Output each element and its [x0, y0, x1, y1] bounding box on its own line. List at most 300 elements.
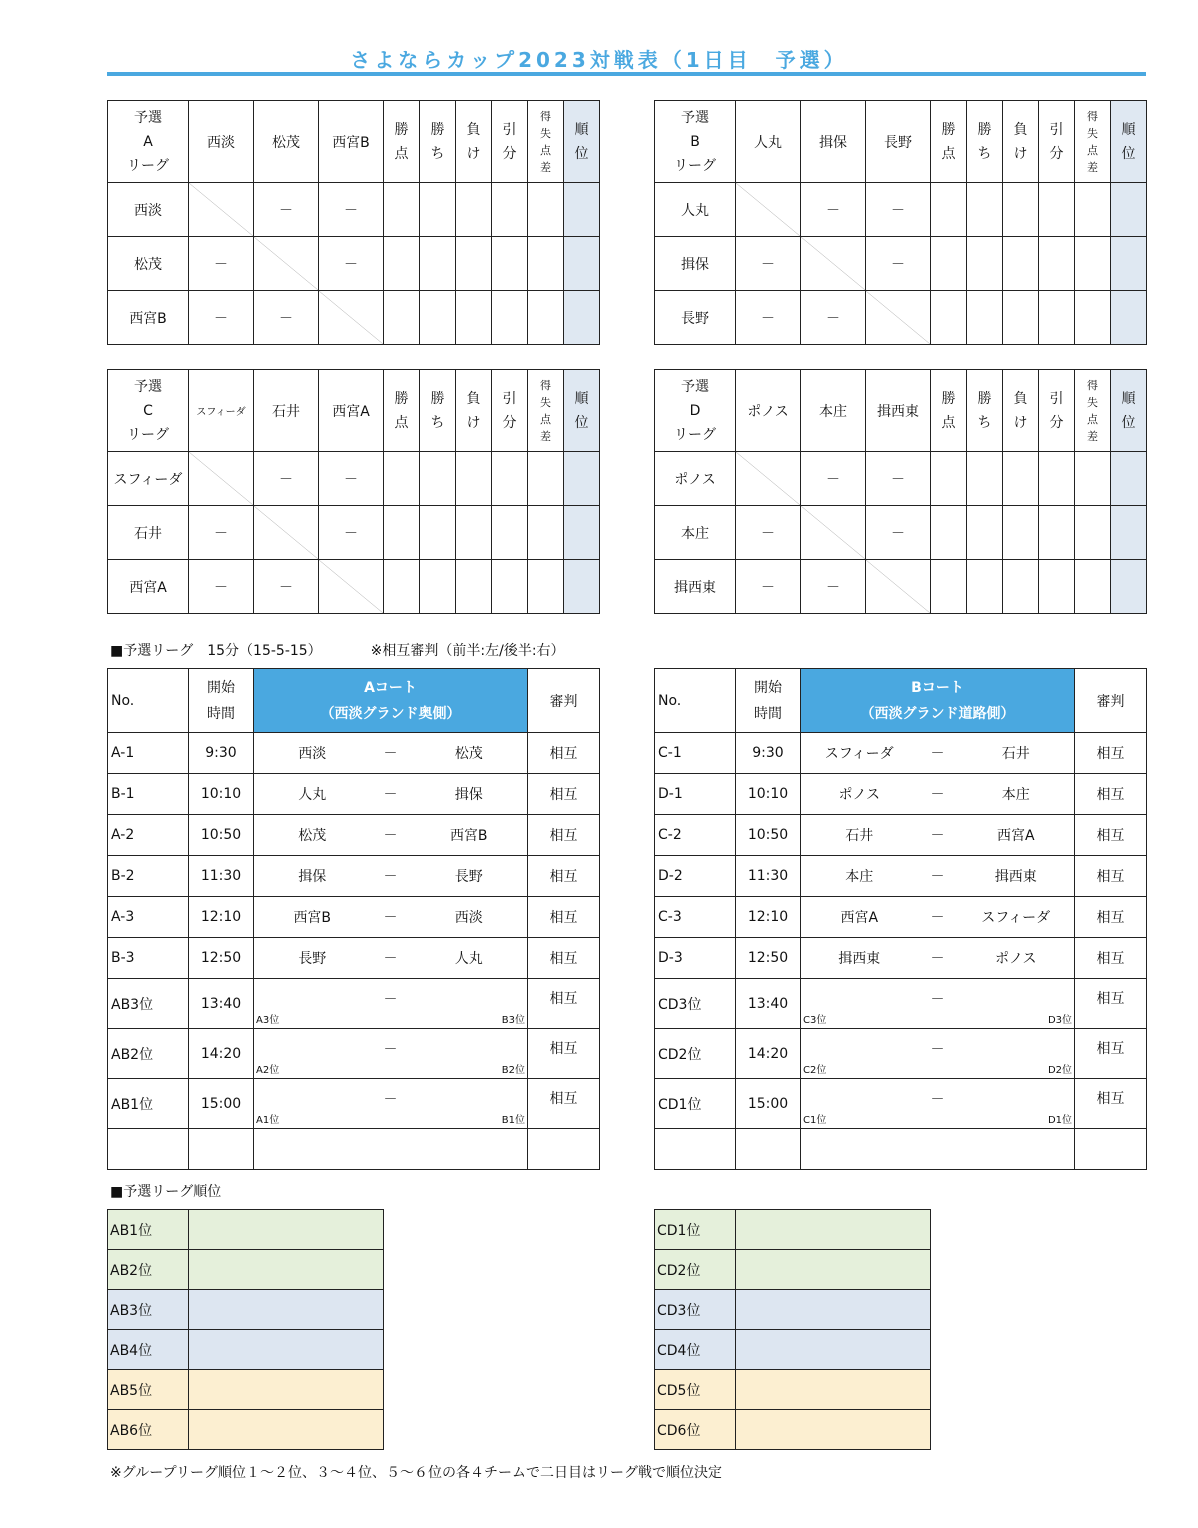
match-time: 10:50 — [736, 815, 801, 856]
ranking-label: AB2位 — [108, 1250, 189, 1290]
match-cell — [254, 1029, 528, 1079]
versus-dash: － — [383, 951, 398, 967]
match-time: 14:20 — [736, 1029, 801, 1079]
result-cell: － — [254, 291, 319, 345]
result-cell: － — [254, 183, 319, 237]
no-header: No. — [108, 669, 189, 733]
matchup — [801, 907, 1074, 927]
stat-cell — [967, 560, 1003, 614]
referee: 相互 — [1075, 897, 1147, 938]
slot-label-left: A2位 — [256, 1065, 280, 1076]
slot-label-right: D3位 — [1047, 1015, 1072, 1026]
referee: 相互 — [528, 897, 600, 938]
away-team: 長野 — [454, 869, 483, 885]
match-cell — [801, 979, 1075, 1029]
stat-header: 負 け — [456, 370, 492, 452]
ranking-row — [655, 1210, 931, 1250]
goal-diff-header: 得 失 点 差 — [1075, 101, 1111, 183]
match-no: AB3位 — [108, 979, 189, 1029]
stat-cell — [420, 291, 456, 345]
home-team — [254, 1039, 371, 1059]
ranking-row — [655, 1330, 931, 1370]
league-row — [108, 506, 600, 560]
stat-cell — [492, 183, 528, 237]
empty-cell — [801, 1129, 1075, 1170]
stat-cell — [1039, 452, 1075, 506]
slot-label-left: C1位 — [803, 1115, 827, 1126]
home-team: 人丸 — [298, 787, 327, 803]
stat-cell — [1039, 506, 1075, 560]
matchup — [254, 1039, 527, 1059]
ranking-table — [107, 1209, 384, 1450]
stat-cell — [967, 237, 1003, 291]
slot-label-right: B2位 — [501, 1065, 525, 1076]
stat-header: 勝 ち — [420, 370, 456, 452]
stat-cell — [456, 237, 492, 291]
rank-cell — [1111, 560, 1147, 614]
ranking-label: AB1位 — [108, 1210, 189, 1250]
stat-cell — [931, 506, 967, 560]
home-team: ポノス — [838, 787, 880, 803]
ranking-team-cell — [189, 1210, 384, 1250]
empty-cell — [655, 1129, 736, 1170]
league-row — [108, 237, 600, 291]
stat-cell — [931, 237, 967, 291]
stat-cell — [384, 183, 420, 237]
league-label: 予選 B リーグ — [655, 101, 736, 183]
referee: 相互 — [1075, 979, 1147, 1029]
stat-cell — [492, 237, 528, 291]
versus-dash: － — [930, 746, 945, 762]
stat-cell — [1039, 560, 1075, 614]
stat-cell — [1003, 183, 1039, 237]
match-no: A-3 — [108, 897, 189, 938]
referee: 相互 — [528, 856, 600, 897]
stat-cell — [1075, 237, 1111, 291]
team-row-header: 揖保 — [655, 237, 736, 291]
home-team: 揖西東 — [838, 951, 881, 967]
referee: 相互 — [528, 938, 600, 979]
diagonal-cell — [866, 291, 931, 345]
away-team: 西宮A — [996, 828, 1035, 844]
rank-header: 順 位 — [564, 101, 600, 183]
stat-cell — [931, 183, 967, 237]
stat-cell — [492, 560, 528, 614]
away-team: 西淡 — [454, 910, 483, 926]
rank-cell — [1111, 291, 1147, 345]
home-team: 揖保 — [298, 869, 327, 885]
ranking-team-cell — [189, 1330, 384, 1370]
matchup — [801, 948, 1074, 968]
schedule-table — [107, 668, 600, 1170]
versus-dash: － — [383, 787, 398, 803]
league-row — [655, 183, 1147, 237]
stat-cell — [1039, 183, 1075, 237]
matchup — [254, 948, 527, 968]
ranking-label: CD3位 — [655, 1290, 736, 1330]
match-no: B-3 — [108, 938, 189, 979]
league-header-row — [655, 370, 1147, 452]
stat-cell — [420, 237, 456, 291]
matchup — [254, 866, 527, 886]
match-row — [108, 938, 600, 979]
ranking-label: AB5位 — [108, 1370, 189, 1410]
rank-cell — [564, 183, 600, 237]
match-row — [108, 815, 600, 856]
versus-dash: － — [930, 951, 945, 967]
team-column-header: 西宮A — [319, 370, 384, 452]
ranking-team-cell — [189, 1410, 384, 1450]
stat-cell — [1003, 452, 1039, 506]
no-header: No. — [655, 669, 736, 733]
versus-dash: － — [930, 787, 945, 803]
ranking-label: AB3位 — [108, 1290, 189, 1330]
result-cell: － — [319, 237, 384, 291]
diagonal-cell — [801, 237, 866, 291]
league-table — [654, 369, 1147, 614]
match-row — [655, 733, 1147, 774]
ranking-row — [108, 1410, 384, 1450]
league-table — [107, 100, 600, 345]
home-team: 西宮B — [293, 910, 332, 926]
empty-cell — [189, 1129, 254, 1170]
empty-cell — [254, 1129, 528, 1170]
ranking-row — [108, 1210, 384, 1250]
rank-header: 順 位 — [1111, 101, 1147, 183]
versus-dash: － — [930, 869, 945, 885]
ranking-team-cell — [189, 1370, 384, 1410]
result-cell: － — [866, 452, 931, 506]
team-column-header: 人丸 — [736, 101, 801, 183]
match-no: AB1位 — [108, 1079, 189, 1129]
referee: 相互 — [528, 815, 600, 856]
empty-row — [108, 1129, 600, 1170]
slot-label-left: C2位 — [803, 1065, 827, 1076]
stat-cell — [456, 452, 492, 506]
result-cell: － — [736, 506, 801, 560]
team-column-header: 揖保 — [801, 101, 866, 183]
rank-header: 順 位 — [564, 370, 600, 452]
referee-header: 審判 — [1075, 669, 1147, 733]
match-time: 13:40 — [189, 979, 254, 1029]
matchup — [254, 784, 527, 804]
match-no: D-3 — [655, 938, 736, 979]
ranking-row — [655, 1290, 931, 1330]
result-cell: － — [801, 560, 866, 614]
versus-dash: － — [930, 1041, 945, 1058]
home-team: 西淡 — [298, 746, 327, 762]
stat-cell — [420, 183, 456, 237]
stat-header: 勝 点 — [931, 370, 967, 452]
result-cell: － — [189, 560, 254, 614]
match-no: CD3位 — [655, 979, 736, 1029]
match-no: C-1 — [655, 733, 736, 774]
away-team — [958, 989, 1075, 1009]
stat-cell — [1075, 183, 1111, 237]
rank-cell — [1111, 183, 1147, 237]
empty-cell — [528, 1129, 600, 1170]
versus-dash: － — [930, 910, 945, 926]
matchup — [801, 1089, 1074, 1109]
ranking-row — [108, 1290, 384, 1330]
stat-cell — [1003, 291, 1039, 345]
diagonal-cell — [189, 183, 254, 237]
home-team: 石井 — [845, 828, 874, 844]
empty-row — [655, 1129, 1147, 1170]
court-header: Aコート （西淡グランド奥側） — [254, 669, 528, 733]
diagonal-cell — [189, 452, 254, 506]
team-column-header: ポノス — [736, 370, 801, 452]
stat-header: 負 け — [1003, 101, 1039, 183]
team-column-header: 揖西東 — [866, 370, 931, 452]
match-row — [108, 774, 600, 815]
away-team: 揖西東 — [994, 869, 1037, 885]
ranking-section-title: ■予選リーグ順位 — [110, 1184, 222, 1200]
stat-header: 引 分 — [1039, 370, 1075, 452]
ranking-label: CD4位 — [655, 1330, 736, 1370]
stat-cell — [456, 506, 492, 560]
team-column-header: 西宮B — [319, 101, 384, 183]
match-time: 10:50 — [189, 815, 254, 856]
match-no: C-2 — [655, 815, 736, 856]
rank-cell — [1111, 237, 1147, 291]
stat-cell — [1003, 560, 1039, 614]
stat-cell — [384, 291, 420, 345]
league-header-row — [108, 101, 600, 183]
match-row — [108, 1079, 600, 1129]
stat-cell — [931, 452, 967, 506]
slot-label-right: B1位 — [501, 1115, 525, 1126]
rank-header: 順 位 — [1111, 370, 1147, 452]
ranking-team-cell — [189, 1290, 384, 1330]
versus-dash: － — [930, 828, 945, 844]
result-cell: － — [801, 452, 866, 506]
match-no: D-2 — [655, 856, 736, 897]
stat-cell — [1075, 560, 1111, 614]
match-cell — [801, 856, 1075, 897]
league-label: 予選 C リーグ — [108, 370, 189, 452]
matchup — [254, 1089, 527, 1109]
stat-cell — [1003, 506, 1039, 560]
result-cell: － — [319, 506, 384, 560]
rank-cell — [564, 291, 600, 345]
referee: 相互 — [1075, 938, 1147, 979]
versus-dash: － — [383, 1091, 398, 1108]
versus-dash: － — [383, 910, 398, 926]
team-row-header: 石井 — [108, 506, 189, 560]
goal-diff-header: 得 失 点 差 — [528, 370, 564, 452]
team-column-header: 長野 — [866, 101, 931, 183]
result-cell: － — [189, 506, 254, 560]
ranking-team-cell — [189, 1250, 384, 1290]
team-row-header: 西宮A — [108, 560, 189, 614]
matchup — [254, 743, 527, 763]
stat-cell — [1039, 291, 1075, 345]
time-header: 開始 時間 — [189, 669, 254, 733]
stat-cell — [931, 291, 967, 345]
result-cell: － — [866, 183, 931, 237]
court-header: Bコート （西淡グランド道路側） — [801, 669, 1075, 733]
league-header-row — [655, 101, 1147, 183]
ranking-label: CD6位 — [655, 1410, 736, 1450]
ranking-row — [655, 1250, 931, 1290]
away-team: スフィーダ — [981, 910, 1051, 926]
slot-label-right: D1位 — [1047, 1115, 1072, 1126]
match-cell — [254, 733, 528, 774]
slot-label-right: B3位 — [501, 1015, 525, 1026]
match-no: A-1 — [108, 733, 189, 774]
goal-diff-header: 得 失 点 差 — [1075, 370, 1111, 452]
diagonal-cell — [801, 506, 866, 560]
match-cell — [254, 856, 528, 897]
ranking-label: CD2位 — [655, 1250, 736, 1290]
stat-cell — [1075, 506, 1111, 560]
match-time: 12:50 — [736, 938, 801, 979]
home-team — [801, 1089, 918, 1109]
match-cell — [254, 938, 528, 979]
home-team: 松茂 — [298, 828, 327, 844]
referee: 相互 — [528, 1029, 600, 1079]
ranking-team-cell — [736, 1250, 931, 1290]
diagonal-cell — [319, 560, 384, 614]
referee: 相互 — [1075, 1079, 1147, 1129]
ranking-team-cell — [736, 1290, 931, 1330]
referee: 相互 — [1075, 856, 1147, 897]
stat-cell — [528, 291, 564, 345]
result-cell: － — [189, 291, 254, 345]
result-cell: － — [319, 452, 384, 506]
match-time: 15:00 — [736, 1079, 801, 1129]
result-cell: － — [736, 560, 801, 614]
away-team — [958, 1039, 1075, 1059]
match-no: CD1位 — [655, 1079, 736, 1129]
stat-cell — [967, 183, 1003, 237]
diagonal-cell — [254, 506, 319, 560]
away-team — [411, 1039, 528, 1059]
ranking-row — [108, 1370, 384, 1410]
stat-header: 勝 ち — [967, 101, 1003, 183]
ranking-team-cell — [736, 1210, 931, 1250]
diagonal-cell — [319, 291, 384, 345]
stat-cell — [420, 506, 456, 560]
stat-cell — [384, 506, 420, 560]
stat-cell — [528, 506, 564, 560]
schedule-table — [654, 668, 1147, 1170]
match-cell — [801, 938, 1075, 979]
referee: 相互 — [528, 733, 600, 774]
home-team: 本庄 — [845, 869, 874, 885]
rank-cell — [1111, 506, 1147, 560]
result-cell: － — [866, 237, 931, 291]
match-row — [655, 815, 1147, 856]
match-cell — [801, 897, 1075, 938]
match-cell — [254, 774, 528, 815]
slot-label-left: C3位 — [803, 1015, 827, 1026]
match-time: 10:10 — [189, 774, 254, 815]
ranking-team-cell — [736, 1370, 931, 1410]
league-row — [655, 506, 1147, 560]
versus-dash: － — [930, 1091, 945, 1108]
schedule-header-row — [108, 669, 600, 733]
diagonal-cell — [736, 183, 801, 237]
team-row-header: スフィーダ — [108, 452, 189, 506]
versus-dash: － — [930, 991, 945, 1008]
away-team: 松茂 — [454, 746, 483, 762]
stat-header: 負 け — [1003, 370, 1039, 452]
stat-cell — [1039, 237, 1075, 291]
referee-header: 審判 — [528, 669, 600, 733]
referee: 相互 — [1075, 815, 1147, 856]
away-team — [411, 989, 528, 1009]
match-row — [655, 897, 1147, 938]
stat-header: 引 分 — [492, 370, 528, 452]
league-row — [108, 291, 600, 345]
match-time: 11:30 — [736, 856, 801, 897]
league-label: 予選 D リーグ — [655, 370, 736, 452]
stat-cell — [456, 291, 492, 345]
goal-diff-header: 得 失 点 差 — [528, 101, 564, 183]
team-column-header: 松茂 — [254, 101, 319, 183]
match-cell — [254, 897, 528, 938]
page-title: さよならカップ2023対戦表（1日目 予選） — [350, 48, 848, 72]
matchup — [801, 1039, 1074, 1059]
match-no: D-1 — [655, 774, 736, 815]
away-team: ポノス — [995, 951, 1037, 967]
result-cell: － — [801, 291, 866, 345]
team-column-header: スフィーダ — [189, 370, 254, 452]
ranking-team-cell — [736, 1330, 931, 1370]
ranking-team-cell — [736, 1410, 931, 1450]
rank-cell — [564, 506, 600, 560]
stat-header: 勝 ち — [420, 101, 456, 183]
league-row — [108, 183, 600, 237]
rank-cell — [564, 237, 600, 291]
result-cell: － — [866, 506, 931, 560]
matchup — [801, 825, 1074, 845]
home-team: 西宮A — [840, 910, 879, 926]
stat-cell — [931, 560, 967, 614]
match-row — [108, 1029, 600, 1079]
matchup — [801, 743, 1074, 763]
result-cell: － — [319, 183, 384, 237]
stat-header: 勝 点 — [931, 101, 967, 183]
stat-cell — [1075, 291, 1111, 345]
team-row-header: 本庄 — [655, 506, 736, 560]
match-cell — [801, 1079, 1075, 1129]
team-row-header: 長野 — [655, 291, 736, 345]
stat-header: 負 け — [456, 101, 492, 183]
match-no: B-2 — [108, 856, 189, 897]
schedule-section-title: ■予選リーグ 15分（15-5-15） ※相互審判（前半:左/後半:右） — [110, 643, 565, 659]
slot-label-right: D2位 — [1047, 1065, 1072, 1076]
matchup — [801, 784, 1074, 804]
stat-cell — [528, 183, 564, 237]
empty-cell — [736, 1129, 801, 1170]
team-row-header: ポノス — [655, 452, 736, 506]
result-cell: － — [736, 237, 801, 291]
stat-cell — [492, 452, 528, 506]
match-row — [655, 856, 1147, 897]
versus-dash: － — [383, 828, 398, 844]
match-cell — [254, 815, 528, 856]
versus-dash: － — [383, 991, 398, 1008]
slot-label-left: A3位 — [256, 1015, 280, 1026]
stat-cell — [420, 560, 456, 614]
ranking-row — [655, 1370, 931, 1410]
footnote: ※グループリーグ順位１～２位、３～４位、５～６位の各４チームで二日目はリーグ戦で順位決定 — [110, 1465, 723, 1481]
rank-cell — [1111, 452, 1147, 506]
slot-label-left: A1位 — [256, 1115, 280, 1126]
